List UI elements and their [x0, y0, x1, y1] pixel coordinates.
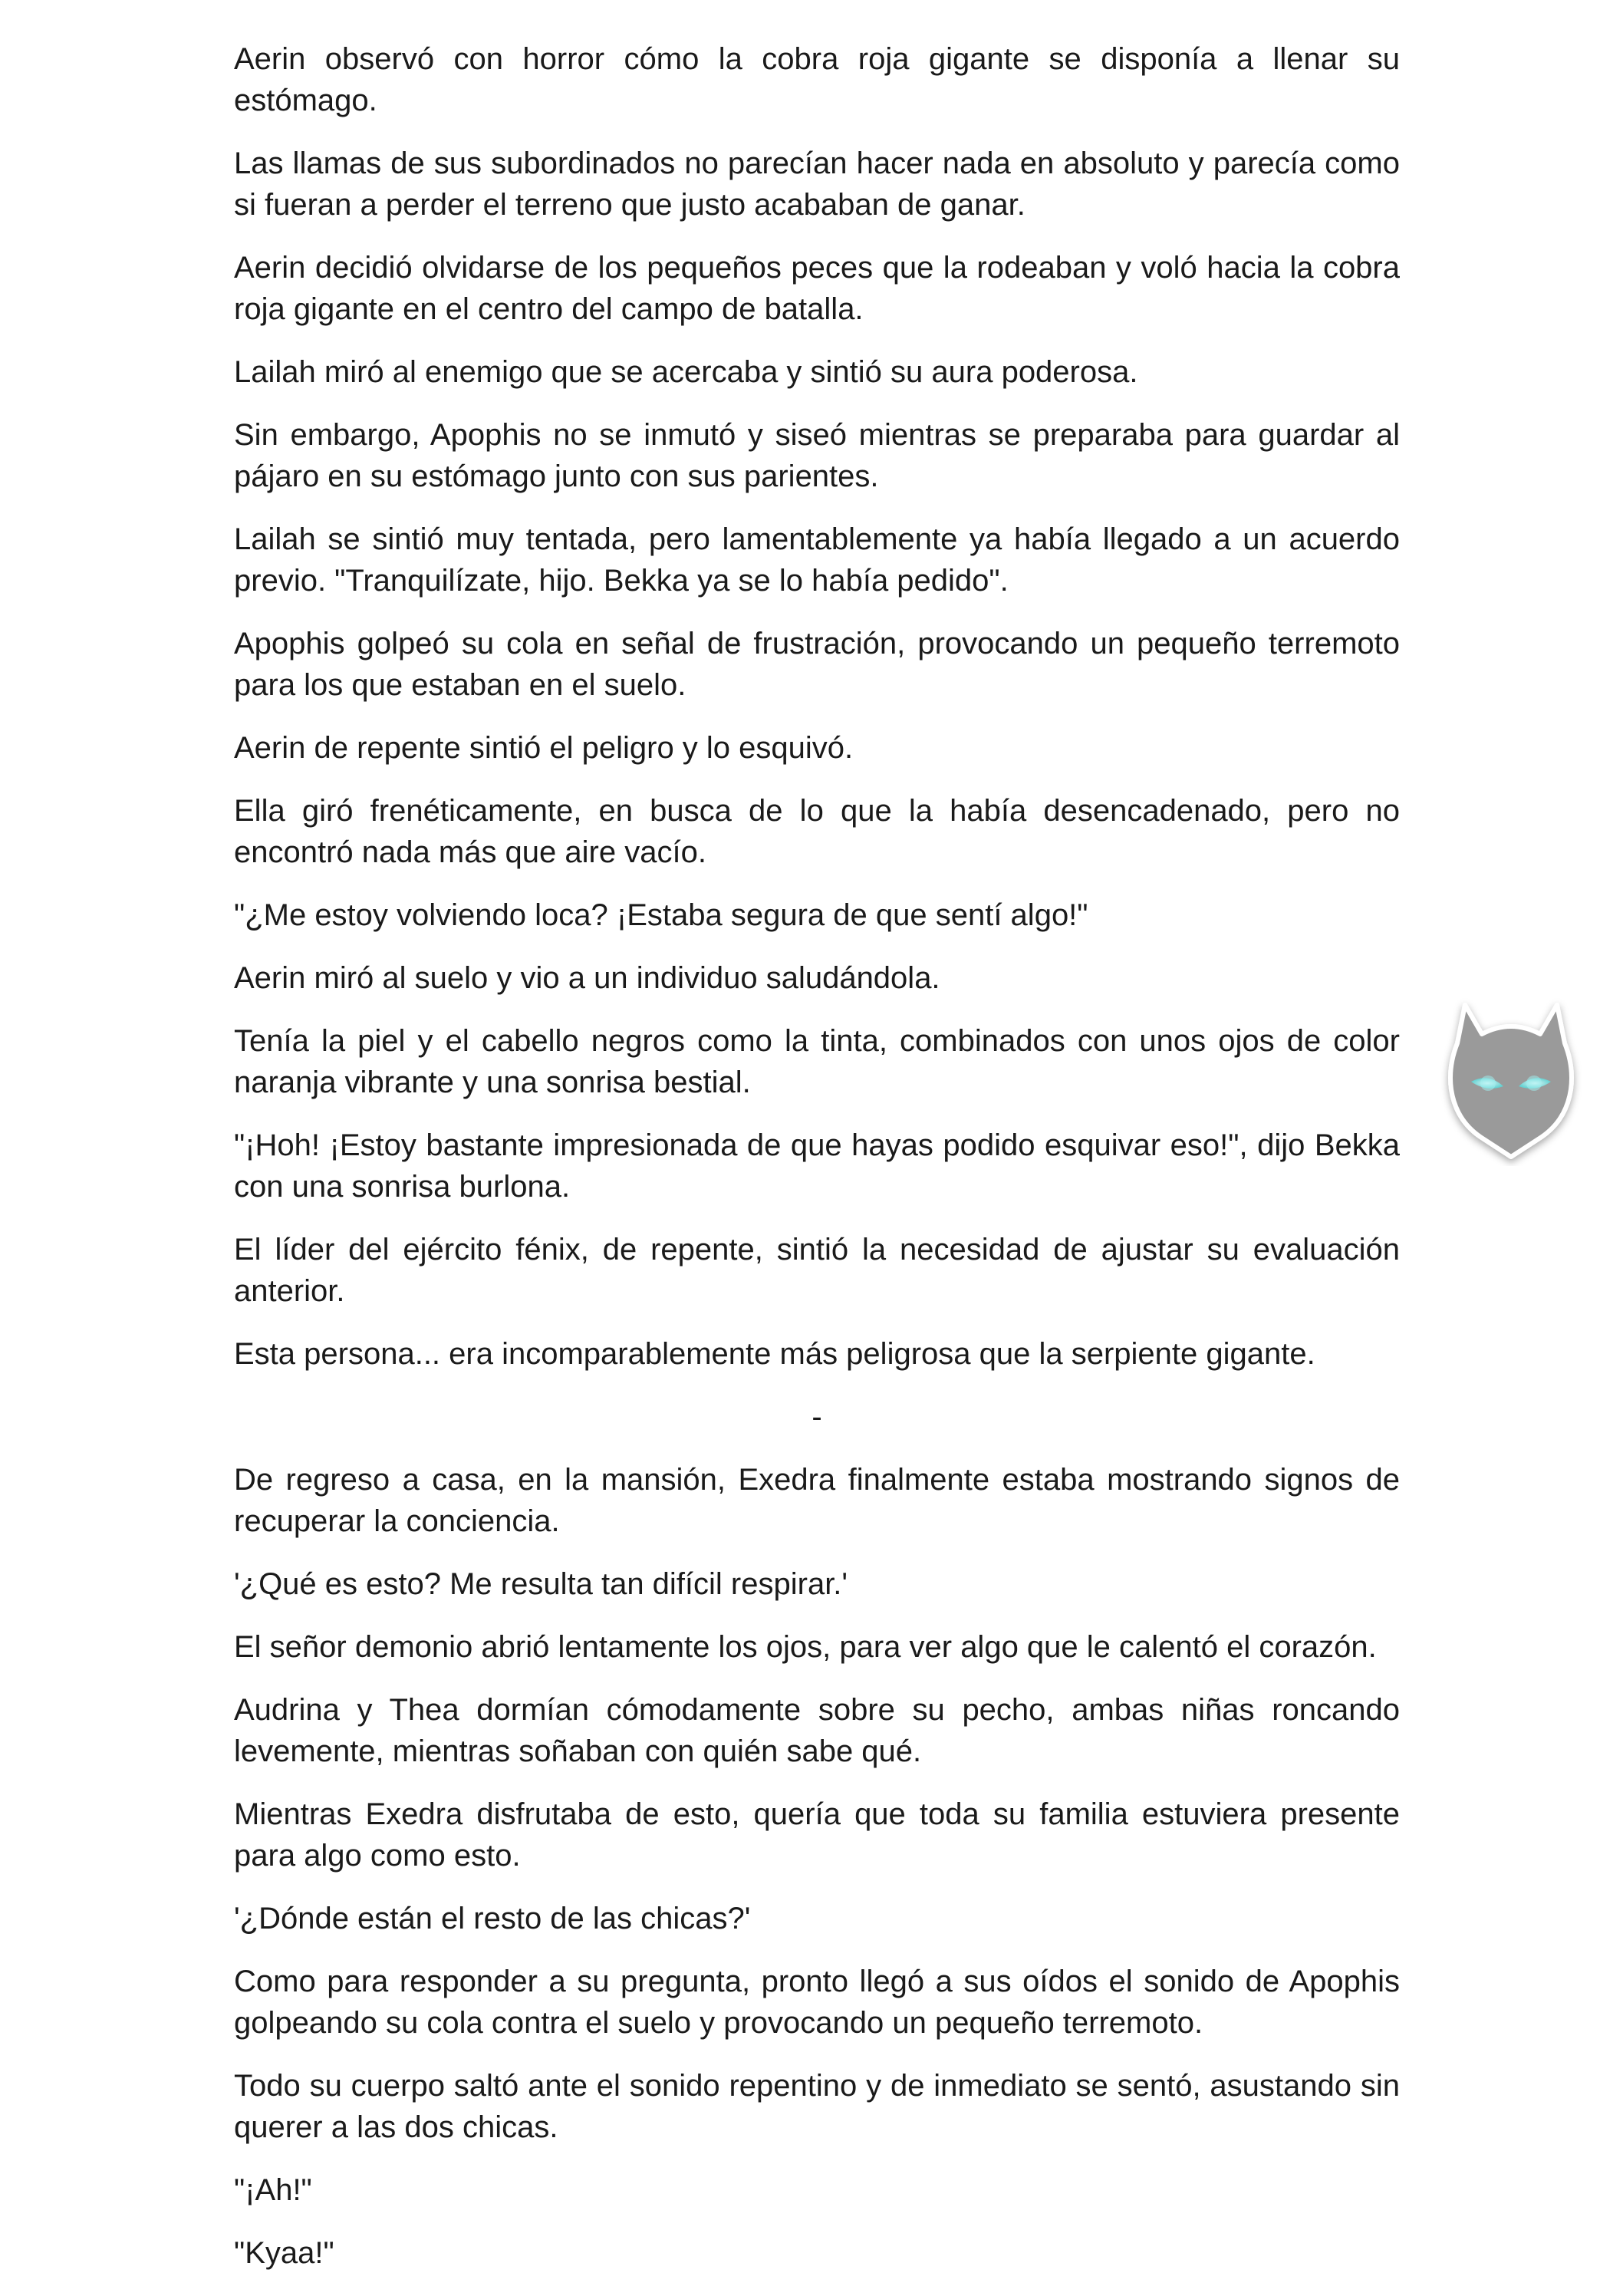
paragraph: "¿Me estoy volviendo loca? ¡Estaba segura de que sentí algo!": [234, 898, 1088, 932]
paragraph: Todo su cuerpo saltó ante el sonido repentino y de inmediato se sentó, asustando sin querer a las dos chicas.: [234, 2069, 1400, 2144]
paragraph: Mientras Exedra disfrutaba de esto, quería que toda su familia estuviera presente para algo como esto.: [234, 1797, 1400, 1873]
paragraph: El señor demonio abrió lentamente los ojos, para ver algo que le calentó el corazón.: [234, 1630, 1377, 1664]
paragraph: Apophis golpeó su cola en señal de frustración, provocando un pequeño terremoto para los que estaban en el suelo.: [234, 627, 1400, 702]
paragraph: Aerin decidió olvidarse de los pequeños peces que la rodeaban y voló hacia la cobra roja gigante en el centro del campo de batalla.: [234, 251, 1400, 326]
paragraph: Aerin miró al suelo y vio a un individuo saludándola.: [234, 961, 940, 995]
paragraph: Aerin observó con horror cómo la cobra roja gigante se disponía a llenar su estómago.: [234, 42, 1400, 117]
paragraph: Como para responder a su pregunta, pronto llegó a sus oídos el sonido de Apophis golpeando su cola contra el suelo y provocando un pequeño terremoto.: [234, 1965, 1400, 2040]
paragraph: "Kyaa!": [234, 2236, 334, 2270]
paragraph: Audrina y Thea dormían cómodamente sobre su pecho, ambas niñas roncando levemente, mientras soñaban con quién sabe qué.: [234, 1693, 1400, 1768]
scene-separator: -: [812, 1400, 822, 1434]
paragraph: Ella giró frenéticamente, en busca de lo que la había desencadenado, pero no encontró nada más que aire vacío.: [234, 794, 1400, 869]
paragraph: Tenía la piel y el cabello negros como la tinta, combinados con unos ojos de color naranja vibrante y una sonrisa bestial.: [234, 1024, 1400, 1099]
paragraph: Las llamas de sus subordinados no parecían hacer nada en absoluto y parecía como si fueran a perder el terreno que justo acababan de ganar.: [234, 147, 1400, 222]
paragraph: Sin embargo, Apophis no se inmutó y siseó mientras se preparaba para guardar al pájaro en su estómago junto con sus parientes.: [234, 418, 1400, 493]
demon-head-icon: [1434, 990, 1588, 1166]
paragraph: Lailah se sintió muy tentada, pero lamentablemente ya había llegado a un acuerdo previo. "Tranquilízate, hijo. Bekka ya se lo había pedido".: [234, 522, 1400, 598]
paragraph: '¿Qué es esto? Me resulta tan difícil respirar.': [234, 1567, 848, 1601]
paragraph: Esta persona... era incomparablemente más peligrosa que la serpiente gigante.: [234, 1337, 1315, 1371]
chapter-text: [234, 38, 1400, 2295]
paragraph: Lailah miró al enemigo que se acercaba y sintió su aura poderosa.: [234, 355, 1138, 389]
paragraph: "¡Hoh! ¡Estoy bastante impresionada de que hayas podido esquivar eso!", dijo Bekka con una sonrisa burlona.: [234, 1128, 1400, 1204]
paragraph: '¿Dónde están el resto de las chicas?': [234, 1902, 751, 1935]
paragraph: "¡Ah!": [234, 2173, 312, 2207]
paragraph: De regreso a casa, en la mansión, Exedra finalmente estaba mostrando signos de recuperar la conciencia.: [234, 1463, 1400, 1538]
paragraph: El líder del ejército fénix, de repente, sintió la necesidad de ajustar su evaluación anterior.: [234, 1233, 1400, 1308]
paragraph: Aerin de repente sintió el peligro y lo esquivó.: [234, 731, 854, 765]
